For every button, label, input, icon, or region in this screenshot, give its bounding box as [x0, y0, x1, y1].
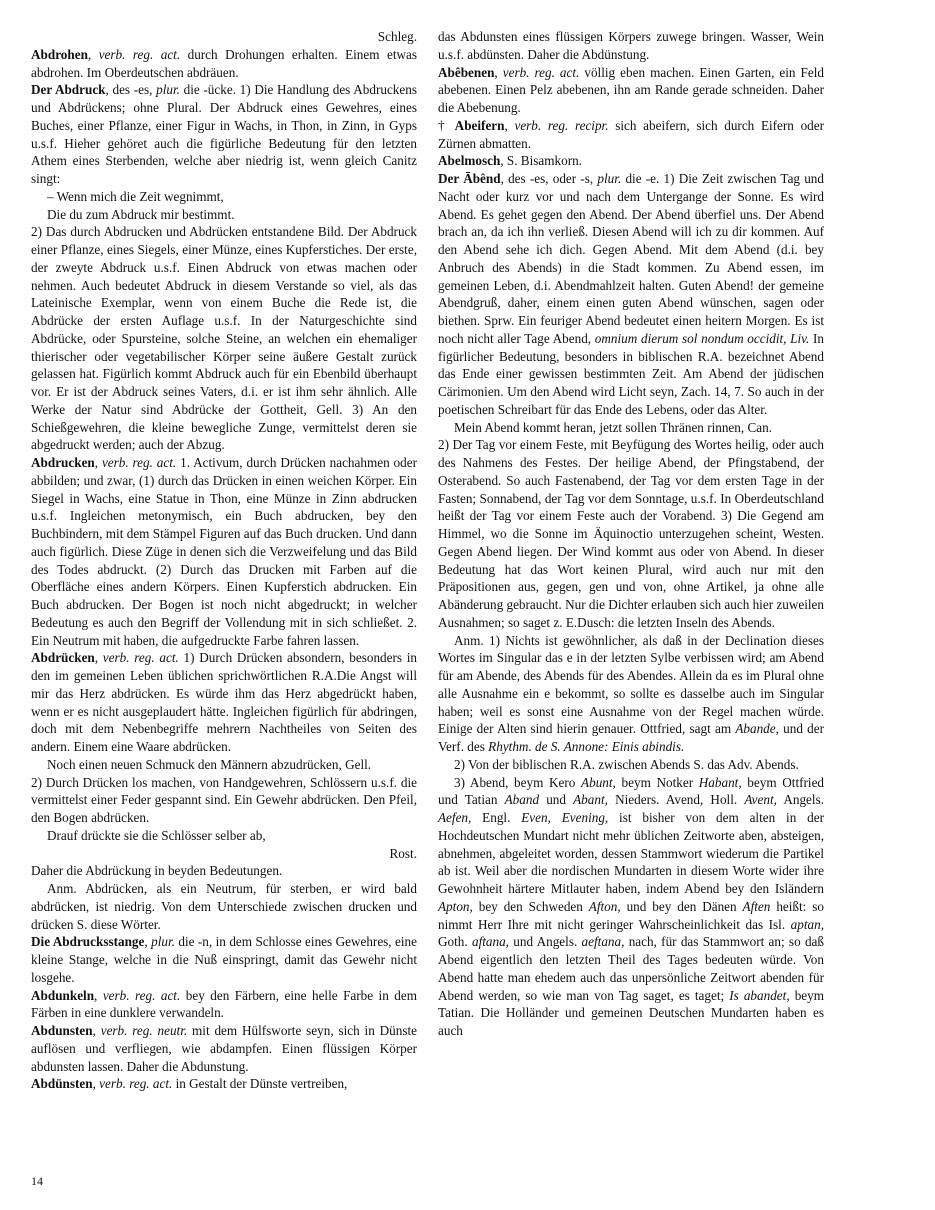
entry-headword: Abelmosch	[438, 153, 501, 169]
paragraph-text: Die du zum Abdruck mir bestimmt.	[47, 206, 235, 222]
paragraph-text: Nieders. Avend, Holl.	[607, 792, 745, 808]
paragraph-text: plur.	[597, 171, 622, 186]
paragraph-text: Avent,	[744, 792, 777, 808]
entry-paragraph	[31, 774, 417, 827]
paragraph-text: Angels.	[776, 792, 824, 808]
entry-grammar: plur.	[151, 934, 175, 950]
entry-paragraph	[438, 632, 824, 756]
entry-mark: †	[438, 117, 455, 133]
paragraph-text: ist bisher von dem alten in der Hochdeutschen Mundart nicht mehr üblichen Zeitworte aben, absteigen, abnehmen, abgeleitet worden, dessen Stammwort wiederum die Partikel ab ist. Weil aber die nordischen Mundarten in diesem Worte wider ihre Gewohnheit härtere Mitlauter haben, indem Abend bey den Isländern	[438, 810, 824, 896]
entry-prefix: , S. Bisamkorn.	[500, 153, 582, 169]
entry-prefix: , des -es,	[105, 82, 157, 98]
dictionary-entry	[438, 152, 824, 170]
verse-line	[31, 206, 417, 224]
entry-grammar: plur.	[156, 82, 180, 98]
entry-headword: Abdrohen	[31, 46, 88, 62]
paragraph-text: Aefen,	[438, 810, 472, 825]
entry-paragraph	[31, 862, 417, 880]
paragraph-text: Aband	[504, 792, 540, 808]
entry-text: in Gestalt der Dünste vertreiben,	[172, 1076, 348, 1092]
entry-text: sich abeifern, sich durch Eifern oder Zürnen abmatten.	[438, 117, 825, 151]
dictionary-entry: Abdrohen, verb. reg. act. durch Drohungen erhalten. Einem etwas abdrohen. Im Oberdeutschen abdräuen.	[31, 46, 417, 80]
paragraph-text: Daher die Abdrückung in beyden Bedeutungen.	[31, 863, 283, 879]
paragraph-text: Apton,	[438, 898, 473, 914]
entry-text: völlig eben machen. Einen Garten, ein Feld abebenen. Einen Pelz abebenen, ihn am Rande gerade schneiden. Daher die Abebenung.	[438, 64, 825, 115]
entry-headword: Abdünsten	[31, 1076, 93, 1092]
entry-grammar: verb. reg. act.	[102, 987, 181, 1003]
indented-paragraph	[31, 880, 417, 933]
paragraph-text: Is abandet,	[729, 987, 790, 1003]
paragraph-text: Anm. 1) Nichts ist gewöhnlicher, als daß in der Declination dieses Wortes im Singular das e in der letzten Sylbe verbissen wird; am Abend für am Abende, des Abends für des Abendes. Allein da es im Plural ohne alle Ausnahme ein e bekommt, so sollte es dasselbe auch im Singular haben; weil es sonst eine Ausnahme von der Regel machen würde. Einige der Alten sind hierin genauer. Ottfried, sagt am	[438, 632, 824, 737]
indented-paragraph	[438, 419, 824, 437]
paragraph-text: heißt: so nimmt Herr Ihre mit nicht geringer Wahrscheinlichkeit das Isl.	[438, 898, 824, 932]
entry-headword: Abeifern	[454, 117, 505, 133]
paragraph-text: Aften	[742, 898, 771, 914]
paragraph-text: beym Tatian. Die Holländer und gemeinen Deutschen Mundarten haben es auch	[438, 987, 824, 1038]
paragraph-text: Schleg.	[377, 29, 417, 44]
paragraph-text: Anm. Abdrücken, als ein Neutrum, für sterben, er wird bald abdrücken, ist niedrig. Von dem Unterschiede zwischen drucken und drücken S. diese Wörter.	[31, 881, 417, 932]
paragraph-text: aptan,	[790, 916, 824, 932]
entry-headword: Der Abdruck	[31, 82, 106, 98]
page-number: 14	[31, 1174, 43, 1188]
source-attribution	[31, 28, 417, 46]
dictionary-entry	[31, 933, 417, 986]
entry-paragraph	[438, 774, 824, 1040]
entry-text: die -ücke. 1) Die Handlung des Abdruckens und Abdrückens; ohne Plural. Der Abdruck eines Gewehres, eines Buches, einer Pflanze, einer Figur in Wachs, in Thon, in Zinn, in Gyps u.s.f. Hieher gehöret auch die figürliche Bedeutung für den letzten Athem eines Sterbenden, welche aber niedrig ist, wenn gleich Canitz singt:	[31, 82, 417, 186]
indented-paragraph	[31, 756, 417, 774]
dictionary-entry: Abdrucken, verb. reg. act. 1. Activum, durch Drücken nachahmen oder abbilden; und zwar, (1) durch das Drücken in einen weichen Körper. Ein Siegel in Wachs, eine Statue in Thon, eine Münze in Zinn abdrucken u.s.f. Ingleichen metonymisch, ein Buch abdrucken, bey den Buchbindern, mit dem Stämpel Figuren auf das Buch drucken. Und dann auch figürlich. Diese Züge in denen sich die Verzweifelung und das Bild des Todes abdruckt. (2) Durch das Drucken mit Farben auf die Oberfläche eines andern Körpers. Einen Kupferstich abdrucken. Ein Buch abdrucken. Der Bogen ist noch nicht abgedruckt; in welcher Bedeutung es auch den Begriff der Vollendung mit in sich schließet. 2. Ein Neutrum mit haben, die aufgedruckte Farbe fahren lassen.	[31, 455, 417, 648]
entry-grammar: verb. reg. act.	[502, 64, 580, 80]
paragraph-text: bey den Schweden	[472, 898, 589, 914]
paragraph-text: beym Notker	[615, 774, 699, 790]
dictionary-entry	[31, 81, 417, 188]
paragraph-text: Drauf drückte sie die Schlösser selber ab,	[47, 827, 266, 843]
paragraph-text: omnium dierum sol nondum occidit, Liv.	[594, 330, 810, 346]
entry-text: die -n, in dem Schlosse eines Gewehres, eine kleine Stange, welche in die Nuß einspringt, damit das Gewehr nicht losgehe.	[31, 934, 418, 985]
entry-headword: Der Ābênd	[438, 171, 501, 186]
entry-prefix: ,	[144, 934, 152, 950]
paragraph-text: Rost.	[389, 845, 417, 861]
dictionary-entry: Abdrücken, verb. reg. act. 1) Durch Drücken absondern, besonders in den im gemeinen Leben üblichen sprichwörtlichen R.A.Die Angst will mir das Herz abdrücken. Es würde ihm das Herz abgedrückt haben, wenn er es nicht ausgeplaudert hätte. Ingleichen figürlich für abdringen, doch mit dem Nebenbegriffe mehrern Nachtheiles von Seiten des andern. Einem eine Waare abdrücken.	[31, 650, 417, 754]
paragraph-text: Even, Evening,	[521, 810, 609, 825]
entry-text: mit dem Hülfsworte seyn, sich in Dünste auflösen und verfliegen, wie abdampfen. Einen flüssigen Körper abdunsten lassen. Daher die Abdunstung.	[31, 1023, 418, 1074]
paragraph-text: Abunt,	[581, 774, 616, 790]
entry-paragraph	[31, 223, 417, 454]
entry-grammar: verb. reg. neutr.	[100, 1023, 188, 1038]
verse-line	[31, 188, 417, 206]
dictionary-entry: Abdunkeln, verb. reg. act. bey den Färbern, eine helle Farbe in dem Färben in eine dunklere verwandeln.	[31, 987, 417, 1021]
entry-paragraph	[438, 170, 824, 419]
entry-headword: Abêbenen	[438, 64, 495, 80]
paragraph-text: beym Ottfried und Tatian	[438, 774, 825, 808]
dictionary-entry: Abêbenen, verb. reg. act. völlig eben machen. Einen Garten, ein Feld abebenen. Einen Pelz abebenen, ihn am Rande gerade schneiden. Daher die Abebenung.	[438, 64, 825, 115]
paragraph-text: und bey den Dänen	[620, 898, 743, 914]
indented-paragraph	[31, 827, 417, 845]
paragraph-text: In figürlicher Bedeutung, besonders in biblischen R.A. bezeichnet Abend das Ende einer gewissen bestimmten Zeit. Am Abend der jüdischen Cärimonien. Um den Abend wird Licht seyn, Zach. 14, 7. So auch in der poetischen Schreibart für das Ende des Lebens, oder das Alter.	[438, 330, 824, 417]
entry-headword: Abdunsten	[31, 1023, 93, 1038]
entry-headword: Die Abdrucksstange	[31, 934, 145, 950]
paragraph-text: Engl.	[471, 810, 522, 825]
paragraph-text: 2) Das durch Abdrucken und Abdrücken entstandene Bild. Der Abdruck einer Pflanze, eines Siegels, einer Münze, eines Kupferstiches. Der erste, der zweyte Abdruck u.s.f. Einen Abdruck von etwas machen oder nehmen. Auch bedeutet Abdruck in diesem Verstande so viel, als das Lateinische Exemplar, wenn von einem Buche die Rede ist, die Abdrücke der ersten Auflage u.s.f. In der Naturgeschichte sind Abdrücke, oder Spursteine, solche Steine, an welchen ein ehemaliger thierischer oder vegetabilischer Körper seine äußere Gestalt zurück gelassen hat. Figürlich kommt Abdruck auch für ein Ebenbild überhaupt vor. Er ist der Abdruck seines Vaters, d.i. er ist ihm sehr ähnlich. Alle Werke der Natur sind Abdrücke der Gottheit, Gell. 3) An den Schießgewehren, die kleine bewegliche Zunge, vermittelst deren sie abgedruckt werden; auch der Abzug.	[31, 224, 417, 453]
entry-headword: Abdrücken	[31, 650, 95, 666]
paragraph-text: 2) Der Tag vor einem Feste, mit Beyfügung des Wortes heilig, oder auch des Nahmens des Festes. Der heilige Abend, der Pfingstabend, der Osterabend. So auch Fastenabend, der Tag vor dem ersten Tage in der Fasten; Sonnabend, der Tag vor dem Sonntage, u.s.f. In Oberdeutschland heißt der Tag vor einem Feste auch der Vorabend. 3) Die Gegend am Himmel, wo die Sonne im Äquinoctio unterzugehen scheint, Westen. Gegen Abend liegen. Der Wind kommt aus oder von Abend. In dieser Bedeutung hat das Wort keinen Plural, wird auch nur mit den Präpositionen aus, gegen, gen und von, ohne Artikel, ja ohne alle Abänderung gebraucht. Nur die Dichter erlauben sich auch hier zuweilen Ausnahmen; so saget z. E.Dusch: die letzten Inseln des Abends.	[438, 437, 824, 630]
right-column	[438, 28, 824, 1040]
indented-paragraph	[438, 756, 824, 774]
paragraph-text: Abande,	[735, 721, 779, 737]
dictionary-entry: † Abeifern, verb. reg. recipr. sich abeifern, sich durch Eifern oder Zürnen abmatten.	[438, 117, 825, 151]
paragraph-text: und Angels.	[508, 934, 582, 950]
paragraph-text: Mein Abend kommt heran, jetzt sollen Thränen rinnen, Can.	[454, 419, 773, 435]
paragraph-text: aftana,	[471, 934, 509, 950]
entry-paragraph	[438, 436, 824, 631]
paragraph-text: das Abdunsten eines flüssigen Körpers zuwege bringen. Wasser, Wein u.s.f. abdünsten. Daher die Abdünstung.	[438, 29, 824, 62]
paragraph-text: 2) Von der biblischen R.A. zwischen Abends S. das Adv. Abends.	[454, 756, 799, 772]
paragraph-text: die -e. 1) Die Zeit zwischen Tag und Nacht oder kurz vor und nach dem Untergange der Sonne. Es wird Abend. Es gehet gegen den Abend. Der Abend überfiel uns. Der Abend brach an, da ich ihn verließ. Diesen Abend will ich zu dir kommen. Auf den Abend sehe ich dich. Gegen Abend. Mit dem Abend (d.i. bey Anbruch des Abends) in die Stadt kommen. Zu Abend essen, im gemeinen Leben, d.i. Abendmahlzeit halten. Guten Abend! der gemeine Abendgruß, daher, einem einen guten Abend wünschen, sagen oder biethen. Sprw. Ein feuriger Abend bedeutet einen heitern Morgen. Es ist noch nicht aller Tage Abend,	[438, 171, 824, 346]
paragraph-text: 2) Durch Drücken los machen, von Handgewehren, Schlössern u.s.f. die vermittelst einer Feder gespannt sind. Ein Gewehr abdrücken. Den Pfeil, den Bogen abdrücken.	[31, 774, 417, 825]
entry-grammar: verb. reg. recipr.	[514, 117, 609, 133]
dictionary-entry: Abdunsten, verb. reg. neutr. mit dem Hülfsworte seyn, sich in Dünste auflösen und verfliegen, wie abdampfen. Einen flüssigen Körper abdunsten lassen. Daher die Abdunstung.	[31, 1023, 418, 1074]
entry-grammar: verb. reg. act.	[102, 650, 179, 666]
entry-text: 1) Durch Drücken absondern, besonders in den im gemeinen Leben üblichen sprichwörtlichen R.A.Die Angst will mir das Herz abdrücken. Es würde ihm das Herz abgedrückt haben, wenn er es nicht ausgeplaudert hätte. Ingleichen figürlich für abdringen, doch mit dem Nebenbegriffe mehrern Nachtheiles von Seiten des andern. Einem eine Waare abdrücken.	[31, 650, 417, 754]
paragraph-text: Goth.	[438, 934, 472, 950]
dictionary-entry: Abdünsten, verb. reg. act. in Gestalt der Dünste vertreiben,	[31, 1076, 348, 1092]
paragraph-text: Afton,	[588, 898, 621, 914]
entry-text: durch Drohungen erhalten. Einem etwas abdrohen. Im Oberdeutschen abdräuen.	[31, 46, 417, 80]
entry-grammar: verb. reg. act.	[99, 1076, 173, 1092]
entry-grammar: verb. reg. act.	[98, 46, 181, 62]
paragraph-text: aeftana,	[581, 934, 625, 950]
paragraph-text: nach, für das Stammwort an; so daß Abend eigentlich den letzten Theil des Tages bedeuten würde. Von Abend hatte man ehedem auch das unpersönliche Zeitwort abenden für Abend werden, so wie man von Tag saget, es taget;	[438, 934, 824, 1003]
paragraph-text: und	[539, 792, 574, 808]
left-column	[31, 28, 417, 1093]
entry-headword: Abdunkeln	[31, 987, 95, 1003]
paragraph-text: Noch einen neuen Schmuck den Männern abzudrücken, Gell.	[47, 756, 372, 772]
paragraph-text: und der Verf. des	[438, 721, 824, 754]
entry-headword: Abdrucken	[31, 455, 95, 470]
paragraph-text: Rhythm. de S. Annone: Einis abindis.	[488, 739, 685, 754]
entry-grammar: verb. reg. act.	[101, 455, 177, 470]
entry-text: bey den Färbern, eine helle Farbe in dem Färben in eine dunklere verwandeln.	[31, 987, 417, 1021]
entry-paragraph	[438, 28, 824, 64]
paragraph-text: Habant,	[698, 774, 742, 790]
entry-text: 1. Activum, durch Drücken nachahmen oder abbilden; und zwar, (1) durch das Drücken in einen weichen Körper. Ein Siegel in Wachs, eine Statue in Thon, eine Münze in Zinn abdrucken u.s.f. Ingleichen metonymisch, ein Buch abdrucken, bey den Buchbindern, mit dem Stämpel Figuren auf das Buch drucken. Und dann auch figürlich. Diese Züge in denen sich die Verzweifelung und das Bild des Todes abdruckt. (2) Durch das Drucken mit Farben auf die Oberfläche eines andern Körpers. Einen Kupferstich abdrucken. Ein Buch abdrucken. Der Bogen ist noch nicht abgedruckt; in welcher Bedeutung es auch den Begriff der Vollendung mit in sich schließet. 2. Ein Neutrum mit haben, die aufgedruckte Farbe fahren lassen.	[31, 455, 417, 648]
paragraph-text: , des -es, oder -s,	[500, 171, 598, 186]
paragraph-text: – Wenn mich die Zeit wegnimmt,	[47, 188, 224, 204]
paragraph-text: 3) Abend, beym Kero	[454, 774, 582, 790]
source-attribution	[31, 845, 417, 863]
paragraph-text: Abant,	[573, 792, 608, 808]
